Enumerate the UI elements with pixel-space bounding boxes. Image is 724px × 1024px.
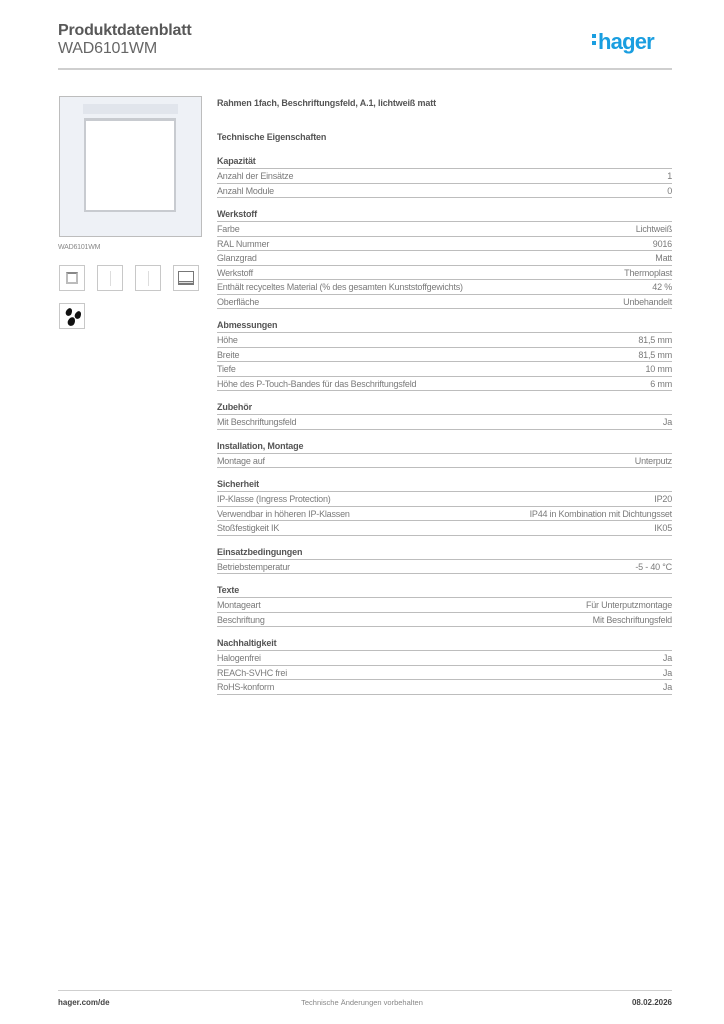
frame-opening (84, 118, 176, 212)
property-value: 10 mm (645, 364, 672, 374)
property-section (217, 545, 672, 575)
property-value: Für Unterputzmontage (585, 600, 672, 610)
footer-divider (58, 990, 672, 991)
property-value: Ja (662, 682, 672, 692)
property-value: 6 mm (650, 378, 672, 389)
property-row (217, 222, 672, 237)
property-value: 42 % (652, 282, 672, 292)
properties-sections (217, 154, 672, 695)
property-section (217, 439, 672, 469)
property-value: IK05 (654, 523, 672, 533)
property-section (217, 636, 672, 695)
property-row (217, 184, 672, 199)
property-row (217, 333, 672, 348)
label-strip (83, 104, 178, 114)
property-label: Höhe (217, 335, 238, 345)
property-value: IP44 in Kombination mit Dichtungsset (529, 508, 672, 519)
property-row (217, 680, 672, 695)
footer-date: 08.02.2026 (631, 998, 672, 1007)
property-value: 9016 (652, 238, 672, 249)
property-label: Glanzgrad (217, 253, 257, 263)
property-section (217, 400, 672, 430)
logo-text: hager (598, 29, 654, 54)
section-title: Abmessungen (217, 318, 672, 333)
property-section (217, 154, 672, 198)
property-label: Oberfläche (217, 296, 260, 307)
property-label: Beschriftung (217, 614, 265, 625)
property-label: Tiefe (217, 364, 236, 374)
property-value: Thermoplast (624, 267, 672, 278)
property-label: Halogenfrei (217, 653, 261, 663)
property-value: Ja (662, 667, 672, 678)
property-row (217, 454, 672, 469)
property-value: Unterputz (634, 455, 672, 466)
property-row (217, 521, 672, 536)
property-section (217, 207, 672, 309)
property-value: Ja (662, 653, 672, 663)
property-row (217, 666, 672, 681)
property-value: Matt (655, 253, 672, 263)
section-title: Werkstoff (217, 207, 672, 222)
property-value: Lichtweiß (635, 224, 672, 234)
property-row (217, 598, 672, 613)
product-code: WAD6101WM (58, 40, 157, 57)
blank-insert-icon (135, 265, 161, 291)
property-row (217, 237, 672, 252)
property-row (217, 507, 672, 522)
header-divider (58, 68, 672, 70)
property-label: Montageart (217, 600, 261, 610)
page-title: Produktdatenblatt (58, 22, 192, 39)
property-section (217, 583, 672, 627)
section-title: Sicherheit (217, 477, 672, 492)
image-caption: WAD6101WM (58, 244, 101, 251)
property-row (217, 560, 672, 575)
property-row (217, 295, 672, 310)
property-row (217, 492, 672, 507)
property-label: Breite (217, 349, 240, 360)
section-title: Installation, Montage (217, 439, 672, 454)
property-value: Mit Beschriftungsfeld (592, 614, 672, 625)
property-section (217, 477, 672, 536)
property-value: IP20 (654, 494, 672, 504)
property-label: IP-Klasse (Ingress Protection) (217, 494, 331, 504)
footer-website: hager.com/de (58, 998, 110, 1007)
section-title: Einsatzbedingungen (217, 545, 672, 560)
property-row (217, 348, 672, 363)
property-label: Enthält recyceltes Material (% des gesamten Kunststoffgewichts) (217, 282, 463, 292)
property-row (217, 651, 672, 666)
property-label: Betriebstemperatur (217, 561, 290, 572)
blank-insert-icon (97, 265, 123, 291)
property-value: 81,5 mm (638, 349, 672, 360)
property-value: Ja (662, 417, 672, 427)
property-value: -5 - 40 °C (635, 561, 672, 572)
property-label: Werkstoff (217, 267, 253, 278)
property-label: Farbe (217, 224, 240, 234)
property-label: RAL Nummer (217, 238, 270, 249)
product-description: Rahmen 1fach, Beschriftungsfeld, A.1, lichtweiß matt (217, 98, 436, 108)
label-field-icon (173, 265, 199, 291)
property-value: 1 (667, 171, 672, 181)
property-row (217, 377, 672, 392)
property-label: REACh-SVHC frei (217, 667, 288, 678)
property-row (217, 251, 672, 266)
frame-icon (59, 265, 85, 291)
property-label: Anzahl Module (217, 185, 274, 196)
property-row (217, 280, 672, 295)
property-value: Unbehandelt (623, 296, 672, 307)
property-label: Anzahl der Einsätze (217, 171, 294, 181)
property-row (217, 613, 672, 628)
section-title: Zubehör (217, 400, 672, 415)
tech-properties-title: Technische Eigenschaften (217, 132, 327, 142)
property-label: Höhe des P-Touch-Bandes für das Beschriftungsfeld (217, 378, 417, 389)
section-title: Nachhaltigkeit (217, 636, 672, 651)
section-title: Kapazität (217, 154, 672, 169)
water-drops-icon (59, 303, 85, 329)
property-row (217, 266, 672, 281)
property-label: RoHS-konform (217, 682, 275, 692)
section-title: Texte (217, 583, 672, 598)
property-section (217, 318, 672, 391)
property-row (217, 362, 672, 377)
property-value: 0 (667, 185, 672, 196)
property-label: Montage auf (217, 455, 265, 466)
property-label: Stoßfestigkeit IK (217, 523, 280, 533)
product-image (59, 96, 202, 237)
product-data-content (217, 96, 672, 695)
property-value: 81,5 mm (638, 335, 672, 345)
hager-logo (592, 29, 654, 55)
property-label: Verwendbar in höheren IP-Klassen (217, 508, 350, 519)
logo-colon-icon (592, 31, 598, 48)
property-row (217, 415, 672, 430)
property-label: Mit Beschriftungsfeld (217, 417, 297, 427)
property-row (217, 169, 672, 184)
footer-notice: Technische Änderungen vorbehalten (301, 998, 423, 1007)
